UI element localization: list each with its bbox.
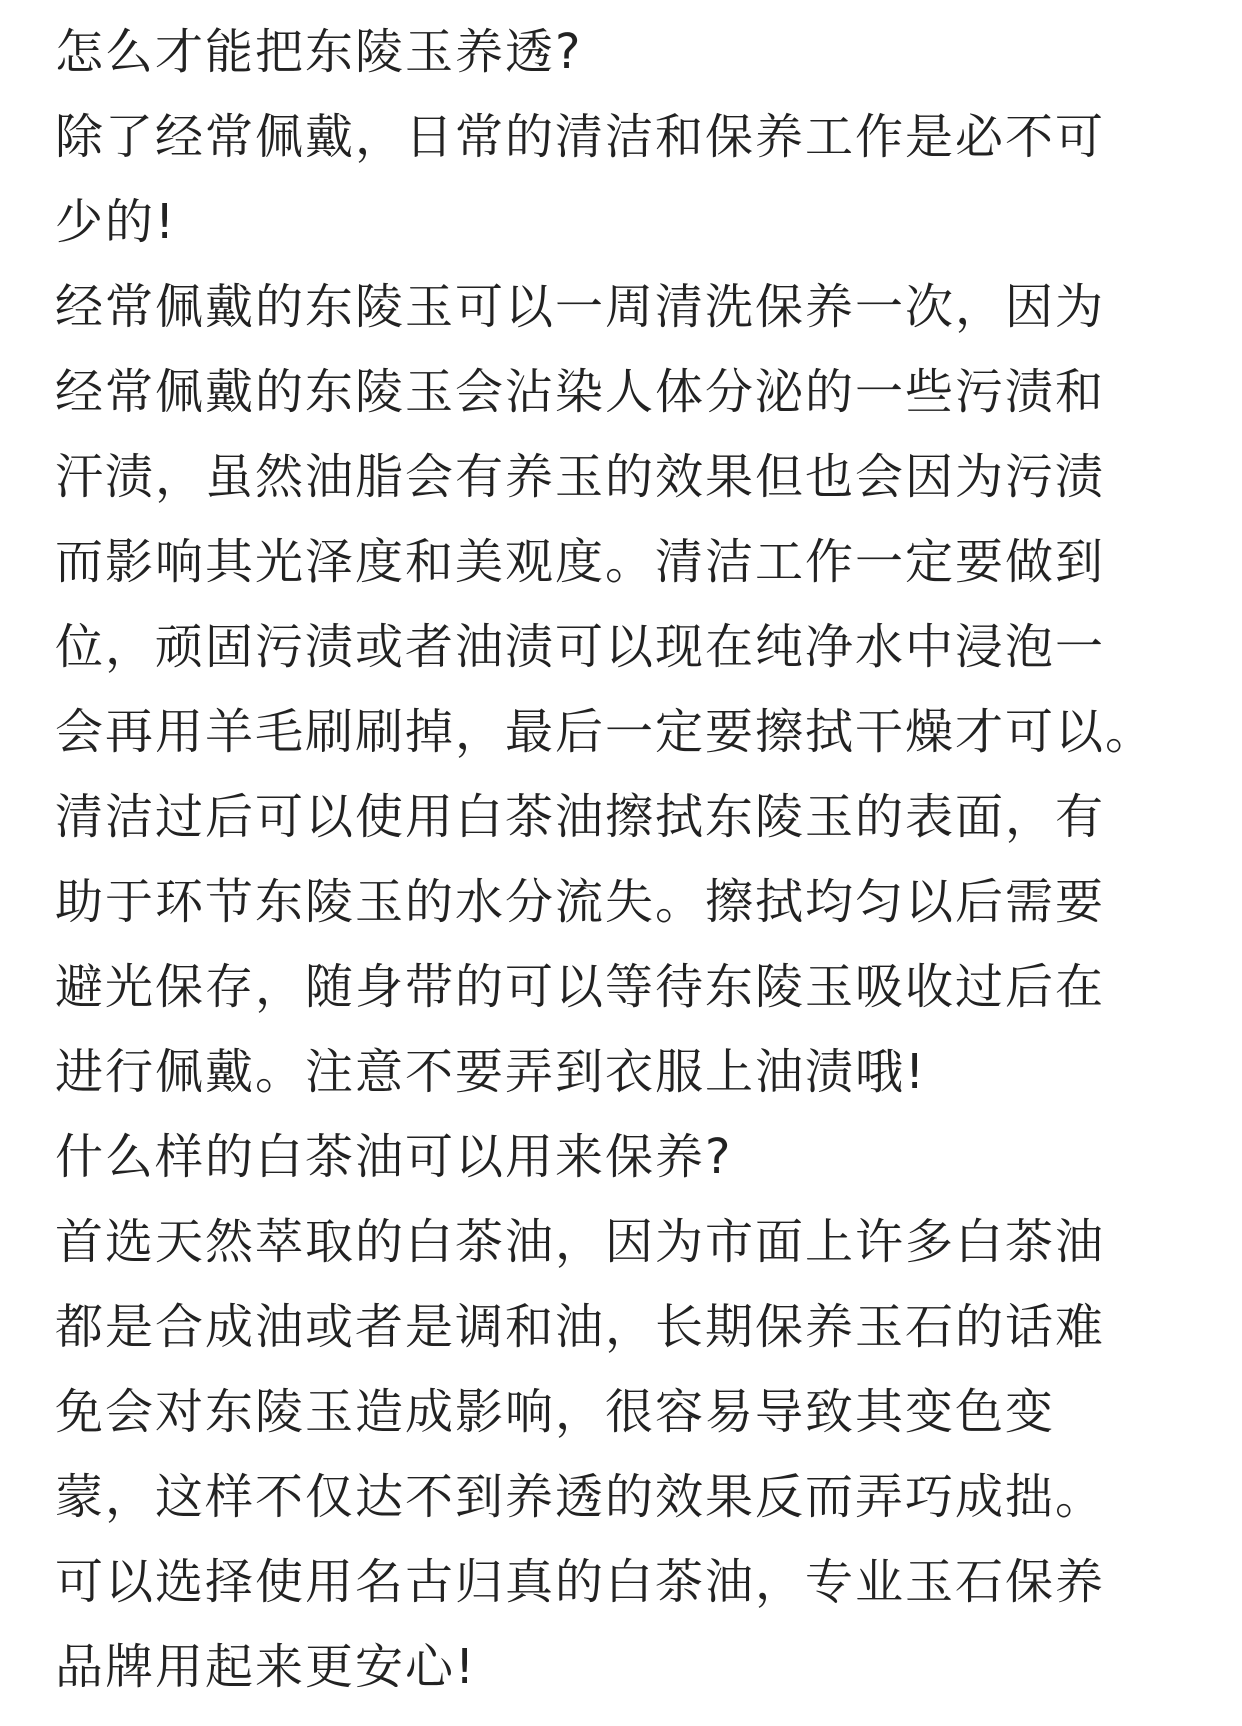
article-line: 什么样的白茶油可以用来保养? <box>55 1129 733 1185</box>
article-line: 经常佩戴的东陵玉会沾染人体分泌的一些污渍和 <box>55 364 1106 420</box>
article-line: 免会对东陵玉造成影响，很容易导致其变色变 <box>55 1384 1056 1440</box>
article-line: 经常佩戴的东陵玉可以一周清洗保养一次，因为 <box>55 279 1106 335</box>
article-line: 少的! <box>55 194 177 250</box>
article-line: 避光保存，随身带的可以等待东陵玉吸收过后在 <box>55 959 1106 1015</box>
article-line: 进行佩戴。注意不要弄到衣服上油渍哦! <box>55 1044 927 1100</box>
article-line: 而影响其光泽度和美观度。清洁工作一定要做到 <box>55 534 1106 590</box>
article-line: 首选天然萃取的白茶油，因为市面上许多白茶油 <box>55 1214 1106 1270</box>
article-line: 可以选择使用名古归真的白茶油，专业玉石保养 <box>55 1554 1106 1610</box>
article-line: 位，顽固污渍或者油渍可以现在纯净水中浸泡一 <box>55 619 1106 675</box>
article-line: 都是合成油或者是调和油，长期保养玉石的话难 <box>55 1299 1106 1355</box>
article-line: 品牌用起来更安心! <box>55 1639 477 1695</box>
article-body <box>55 10 1225 1710</box>
article-line: 清洁过后可以使用白茶油擦拭东陵玉的表面，有 <box>55 789 1106 845</box>
article-line: 怎么才能把东陵玉养透? <box>55 24 583 80</box>
article-line: 除了经常佩戴，日常的清洁和保养工作是必不可 <box>55 109 1106 165</box>
article-line: 汗渍，虽然油脂会有养玉的效果但也会因为污渍 <box>55 449 1106 505</box>
article-line: 蒙，这样不仅达不到养透的效果反而弄巧成拙。 <box>55 1469 1106 1525</box>
article-line: 会再用羊毛刷刷掉，最后一定要擦拭干燥才可以。 <box>55 704 1156 760</box>
article-line: 助于环节东陵玉的水分流失。擦拭均匀以后需要 <box>55 874 1106 930</box>
